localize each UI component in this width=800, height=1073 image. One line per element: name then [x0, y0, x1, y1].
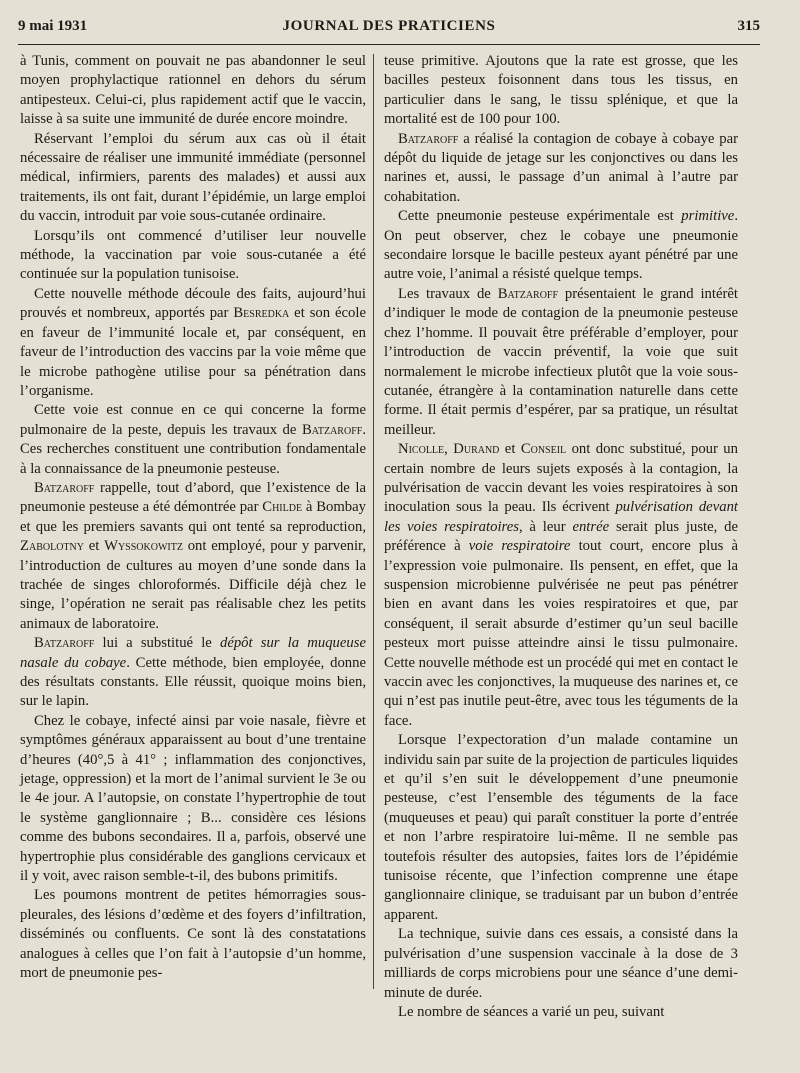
text-run: ,	[444, 441, 454, 458]
paragraph	[384, 130, 738, 208]
italic-phrase: entrée	[572, 518, 610, 535]
text-run: Le nombre de séances a varié un peu, suivant	[398, 1003, 665, 1020]
author-name: Batzaroff	[34, 635, 95, 652]
paragraph	[20, 130, 366, 227]
text-run: ont employé, pour y parvenir, l’introduction de cultures au moyen d’une sonde dans la trachée de singes chloroformés. Difficile déjà chez le singe, l’opération ne serait pas réalisable chez les petits animaux de laboratoire.	[20, 538, 366, 632]
paragraph	[384, 731, 738, 925]
text-run: et	[499, 441, 521, 458]
author-name: Conseil	[520, 441, 567, 458]
column-divider	[373, 54, 374, 989]
text-run: lui a substitué le	[94, 635, 220, 652]
text-run: Lorsque l’expectoration d’un malade contamine un individu sain par suite de la projection de particules liquides et qu’il s’en suit le développement d’une pneumonie pesteuse, c’est l’ensemble des téguments de la face (muqueuses et peau) qui paraît constituer la porte d’entrée et non l’arbre respiratoire lui-même. Il ne semble pas toutefois résulter des autopsies, faites lors de l’épidémie tunisoise récente, que l’infection comprenne une étape ganglionnaire clinique, se traduisant par un bubon d’entrée apparent.	[384, 732, 738, 923]
right-column	[384, 52, 738, 1022]
italic-phrase: pulvérisation devant les voies respiratoires	[384, 499, 738, 535]
header-rule	[18, 44, 760, 45]
italic-phrase: primitive	[681, 208, 735, 225]
paragraph	[20, 712, 366, 887]
left-column	[20, 52, 366, 984]
journal-title: JOURNAL DES PRATICIENS	[282, 18, 496, 34]
header-date: 9 mai 1931	[18, 18, 88, 34]
text-run: à Tunis, comment on pouvait ne pas abandonner le seul moyen prophylactique rationnel en dehors du sérum antipesteux. Celui-ci, plus rapidement actif que le vaccin, laisse à sa suite une immunité de durée encore moindre.	[20, 53, 366, 128]
paragraph	[20, 886, 366, 983]
text-run: ont donc substitué, pour un certain nombre de leurs sujets exposés à la contagion, la pulvérisation de vaccin devant les voies respiratoires à son inoculation sous la peau. Ils écrivent	[384, 441, 738, 516]
text-run: tout court, encore plus à l’expression voie pulmonaire. Ils pensent, en effet, que la suspension microbienne pulvérisée ne peut pas pénétrer bien en avant dans les voies respiratoires et que, par conséquent, il serait absurde d’estimer qu’un seul bacille pesteux mort puisse atteindre ainsi le tissu pulmonaire. Cette nouvelle méthode est un procédé qui met en contact le vaccin avec les conjonctives, la muqueuse des narines et, ce qui n’est pas inutile peut-être, avec tous les téguments de la face.	[384, 538, 739, 729]
paragraph	[384, 207, 738, 285]
text-run: Cette nouvelle méthode découle des faits, aujourd’hui prouvés et nombreux, apportés par	[20, 285, 366, 322]
paragraph	[20, 285, 366, 401]
text-run: Cette voie est connue en ce qui concerne la forme pulmonaire de la peste, depuis les travaux de	[20, 402, 366, 438]
paragraph	[384, 440, 738, 731]
paragraph	[20, 52, 366, 130]
text-run: à Bombay et que les premiers savants qui ont tenté sa reproduction,	[20, 499, 366, 535]
author-name: Durand	[453, 441, 500, 458]
text-run: Lorsqu’ils ont commencé d’utiliser leur nouvelle méthode, la vaccination par voie sous-cutanée a été continuée sur la population tunisoise.	[20, 227, 366, 283]
paragraph	[384, 285, 738, 440]
text-run: Les poumons montrent de petites hémorragies sous-pleurales, des lésions d’œdème et des foyers d’infiltration, disséminés ou confluents. Ce sont là des constatations analogues à celles que l’on fait à l’autopsie d’un homme, mort de pneumonie pes-	[20, 887, 366, 982]
text-run: rappelle, tout d’abord, que l’existence de la pneumonie pesteuse a été démontrée par	[20, 479, 366, 516]
author-name: Nicolle	[398, 441, 445, 458]
text-run: a réalisé la contagion de cobaye à cobaye par dépôt du liquide de jetage sur les conjonctives ou dans les narines et, aussi, le passage d’un animal à l’autre par cohabitation.	[384, 130, 738, 205]
text-run: et son école en faveur de l’immunité locale et, par conséquent, en faveur de l’introduction des vaccins par la voie même que le microbe pathogène utilise pour sa pénétration dans l’organisme.	[20, 305, 366, 399]
page-number: 315	[737, 18, 760, 34]
author-name: Batzaroff	[398, 130, 459, 147]
running-header	[18, 14, 760, 40]
author-name: Zabolotny	[20, 538, 84, 555]
text-run: Réservant l’emploi du sérum aux cas où il était nécessaire de réaliser une immunité immédiate (personnel médical, infirmiers, parents des malades) et aussi aux traitements, ils ont fait, durant l’épidémie, un large emploi du vaccin, introduit par voie sous-cutanée ordinaire.	[20, 130, 366, 225]
text-run: présentaient le grand intérêt d’indiquer le mode de contagion de la pneumonie pesteuse chez l’homme. Il pouvait être préférable d’employer, pour l’introduction de vaccin préventif, la voie que suit normalement le microbe infectieux plutôt que la voie sous-cutanée, étrangère à la contamination naturelle dans cette forme. Il était permis d’espérer, par sa pratique, un résultat meilleur.	[384, 285, 738, 438]
text-run: Cette pneumonie pesteuse expérimentale est	[398, 208, 682, 225]
author-name: Batzaroff	[301, 421, 363, 438]
text-run: La technique, suivie dans ces essais, a consisté dans la pulvérisation d’une suspension vaccinale à la dose de 3 milliards de corps microbiens pour une séance d’une demi-minute de durée.	[384, 926, 738, 1001]
text-run: , à leur	[518, 518, 573, 535]
author-name: Batzaroff	[34, 479, 95, 496]
text-run: et	[83, 538, 105, 555]
paragraph	[20, 227, 366, 285]
author-name: Batzaroff	[497, 285, 559, 302]
italic-phrase: dépôt sur la muqueuse nasale du cobaye	[20, 635, 366, 671]
text-run: Les travaux de	[398, 285, 498, 302]
paragraph	[20, 479, 366, 634]
text-run: . Ces recherches constituent une contribution fondamentale à la connaissance de la pneumonie pesteuse.	[20, 421, 366, 477]
text-run: serait plus juste, de préférence à	[384, 518, 738, 555]
paragraph	[384, 52, 738, 130]
paragraph	[20, 634, 366, 712]
paragraph	[20, 401, 366, 479]
text-run: . On peut observer, chez le cobaye une pneumonie secondaire lorsque le bacille pesteux ayant pénétré par une autre voie, l’animal a résisté quelque temps.	[384, 208, 738, 283]
italic-phrase: voie respiratoire	[468, 538, 571, 555]
author-name: Childe	[262, 499, 303, 516]
paragraph	[384, 1003, 738, 1022]
author-name: Besredka	[233, 305, 290, 322]
author-name: Wyssokowitz	[104, 538, 183, 555]
paragraph	[384, 925, 738, 1003]
text-run: teuse primitive. Ajoutons que la rate est grosse, que les bacilles pesteux foisonnent dans tous les tissus, en particulier dans le sang, le tissu splénique, et que la mortalité est de 100 pour 100.	[384, 53, 738, 128]
text-run: . Cette méthode, bien employée, donne des résultats constants. Elle réussit, quoique moins bien, sur le lapin.	[20, 654, 366, 710]
text-run: Chez le cobaye, infecté ainsi par voie nasale, fièvre et symptômes généraux apparaissent au bout d’une trentaine d’heures (40°,5 à 41° ; inflammation des conjonctives, jetage, oppression) et la mort de l’animal survient le 3e ou le 4e jour. A l’autopsie, on constate l’hypertrophie de tout le système ganglionnaire ; B... considère ces lésions comme des bubons secondaires. Il a, parfois, observé une hypertrophie plus considérable des ganglions cervicaux et il y voit, avec raison semble-t-il, des bubons primitifs.	[20, 712, 366, 885]
